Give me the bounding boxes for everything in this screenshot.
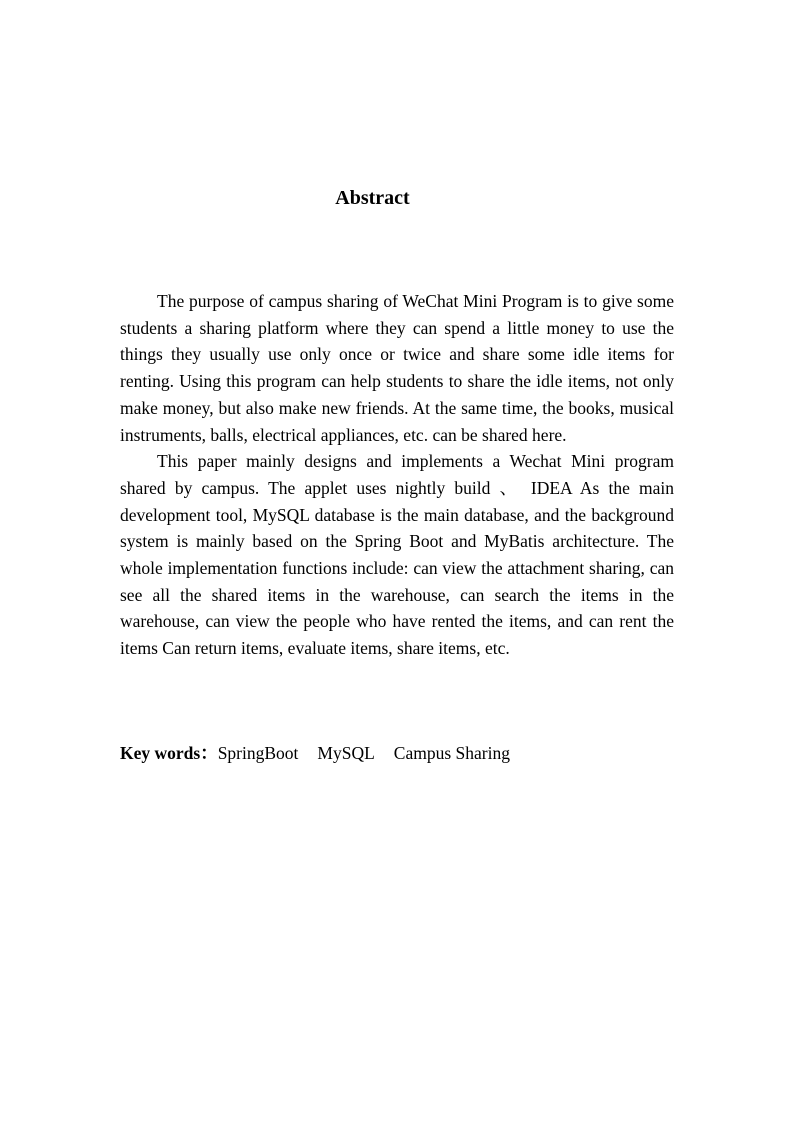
keyword-3: Campus Sharing <box>393 743 510 763</box>
keyword-2: MySQL <box>317 743 375 763</box>
abstract-title: Abstract <box>335 187 410 209</box>
abstract-body <box>120 288 674 662</box>
keywords-line <box>120 740 510 766</box>
abstract-paragraph-1: The purpose of campus sharing of WeChat Mini Program is to give some students a sharing platform where they can spend a little money to use the things they usually use only once or twice and share some idle items for renting. Using this program can help students to share the idle items, not only make money, but also make new friends. At the same time, the books, musical instruments, balls, electrical appliances, etc. can be shared here. <box>120 291 674 445</box>
keyword-1: SpringBoot <box>217 743 299 763</box>
abstract-paragraph-2: This paper mainly designs and implements a Wechat Mini program shared by campus. The applet uses nightly build 、 IDEA As the main development tool, MySQL database is the main database, and the background system is mainly based on the Spring Boot and MyBatis architecture. The whole implementation functions include: can view the attachment sharing, can see all the shared items in the warehouse, can search the items in the warehouse, can view the people who have rented the items, and can rent the items Can return items, evaluate items, share items, etc. <box>120 451 674 659</box>
keywords-label: Key words： <box>120 743 218 763</box>
